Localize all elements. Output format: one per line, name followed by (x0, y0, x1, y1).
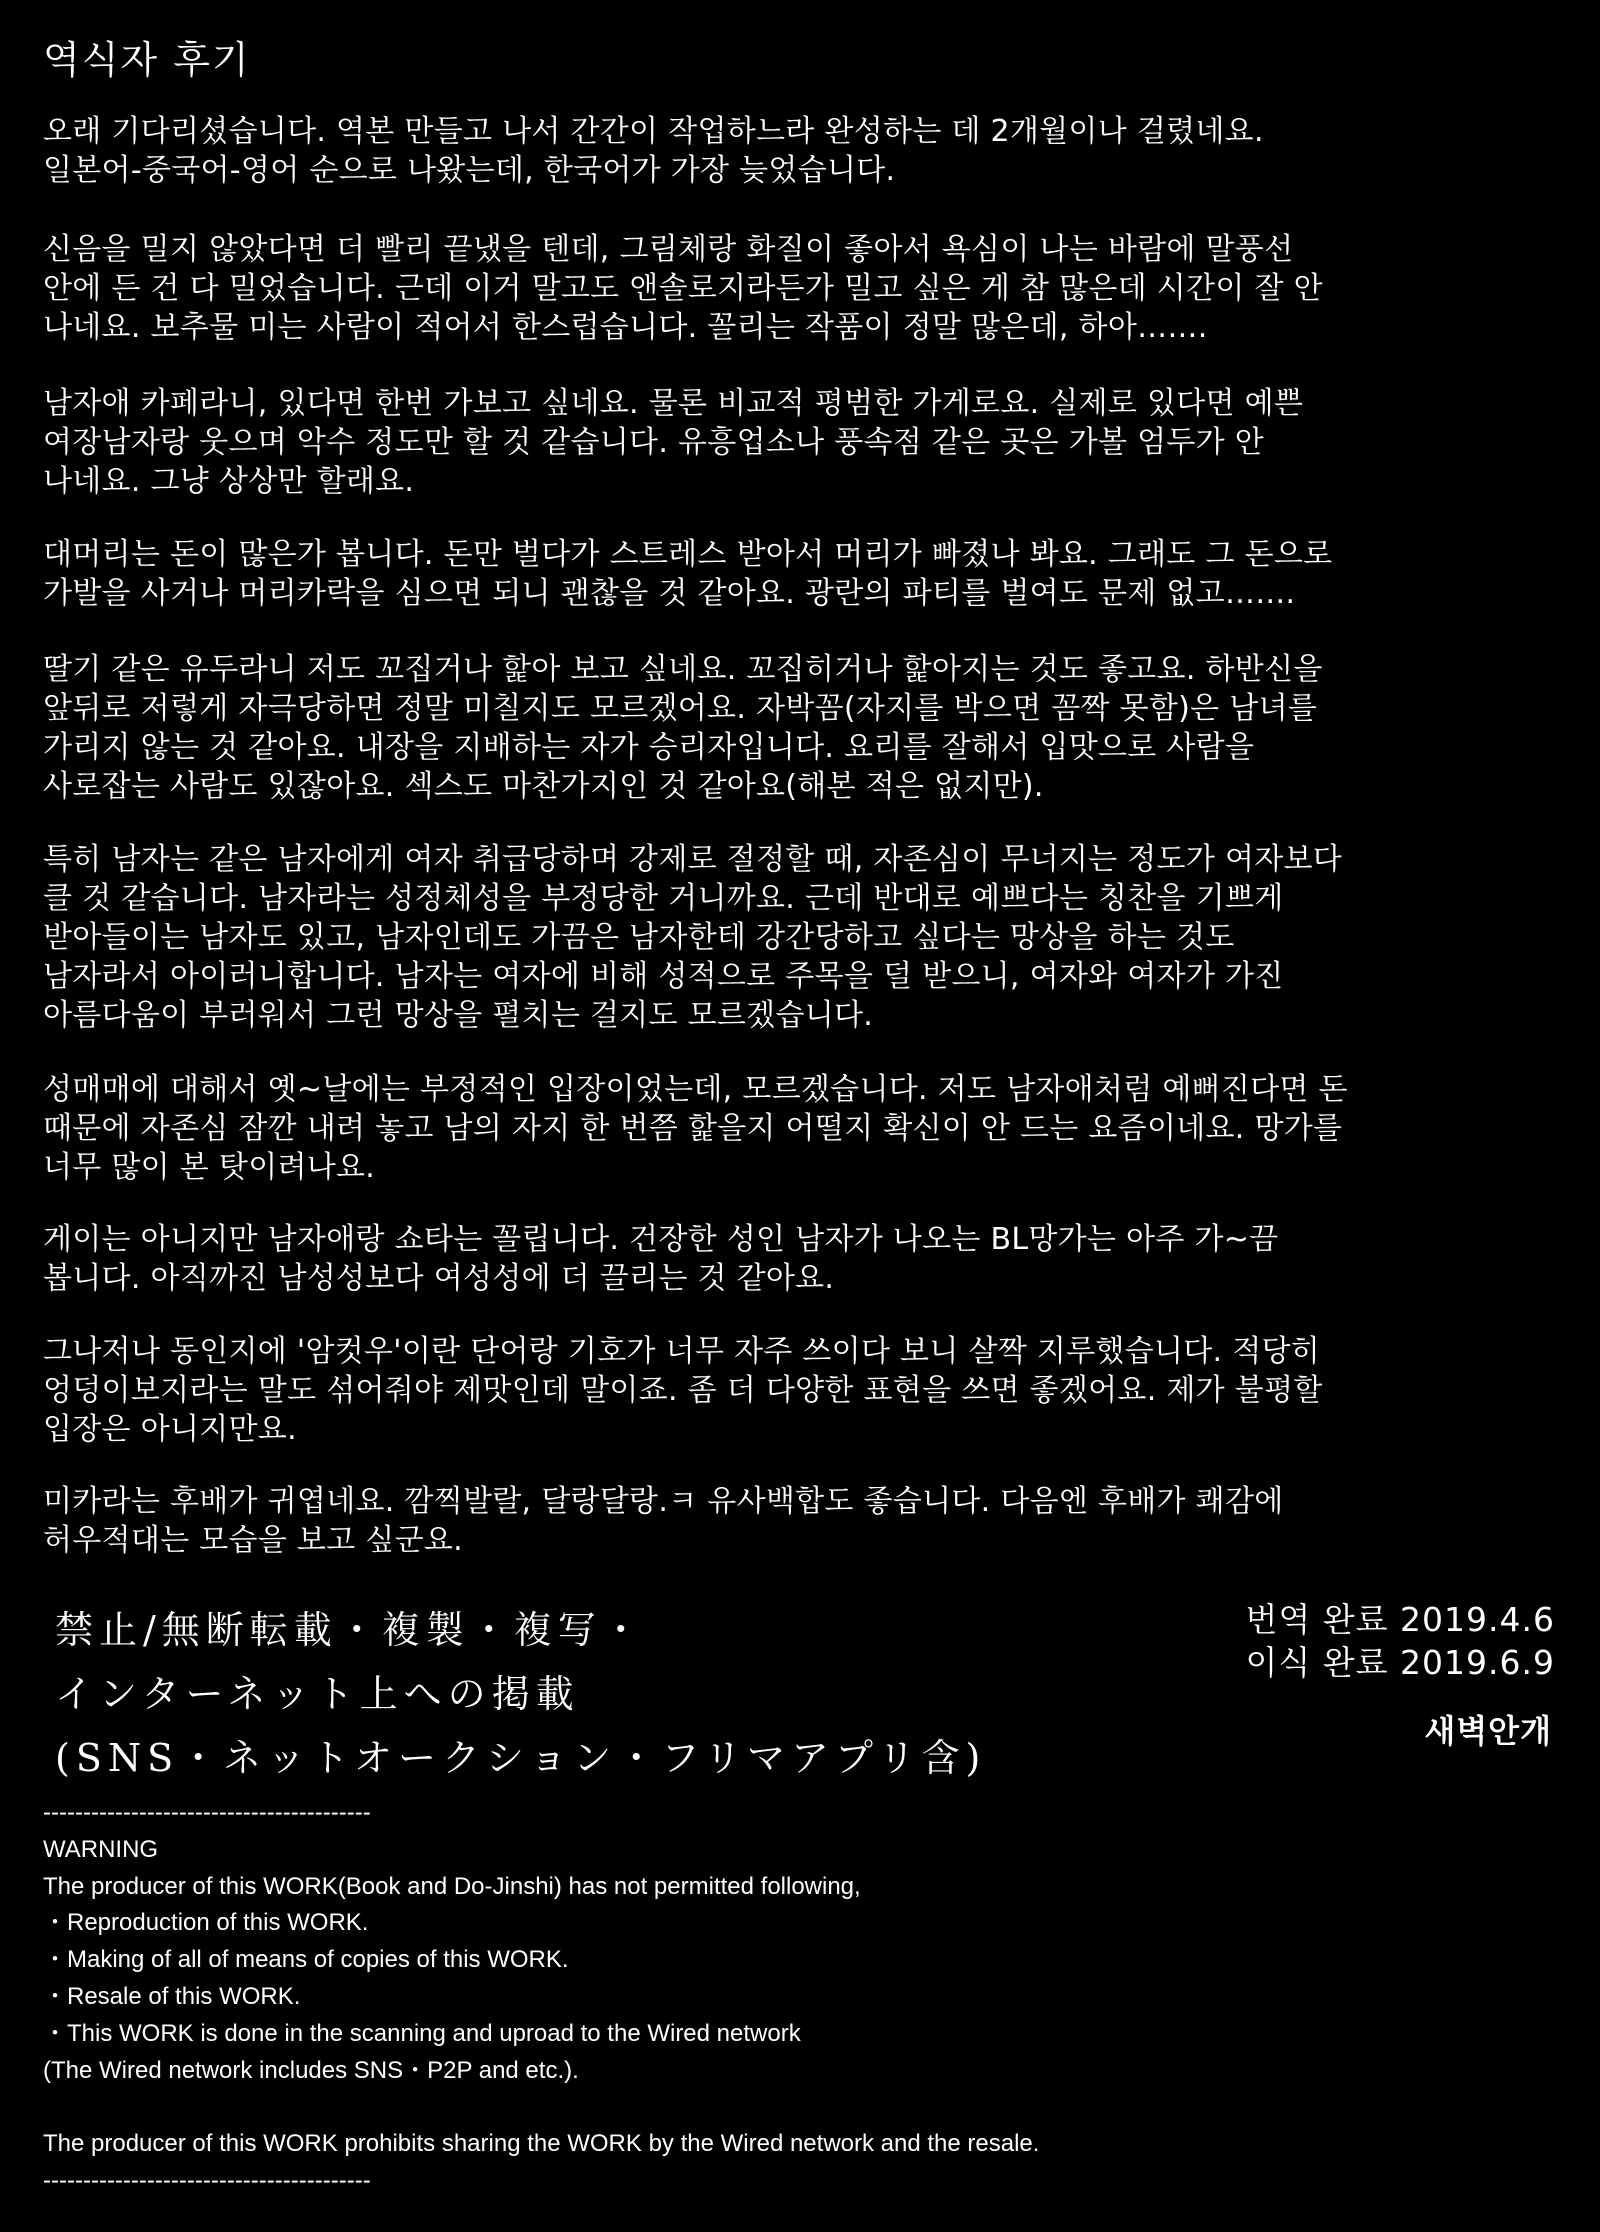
paragraph-line: 앞뒤로 저렇게 자극당하면 정말 미칠지도 모르겠어요. 자박꼼(자지를 박으면 꼼짝 못함)은 남녀를 (43, 691, 1318, 726)
paragraph-4 (43, 535, 1563, 613)
paragraph-line: 아름다움이 부러워서 그런 망상을 펼치는 걸지도 모르겠습니다. (43, 998, 874, 1033)
paragraph-9 (43, 1332, 1563, 1449)
paragraph-6 (43, 840, 1563, 1035)
paragraph-line: 대머리는 돈이 많은가 봅니다. 돈만 벌다가 스트레스 받아서 머리가 빠졌나 봐요. 그래도 그 돈으로 (43, 537, 1333, 572)
paragraph-5 (43, 650, 1563, 806)
divider-line: ----------------------------------------- (43, 1799, 371, 1826)
paragraph-line: 특히 남자는 같은 남자에게 여자 취급당하며 강제로 절정할 때, 자존심이 무너지는 정도가 여자보다 (43, 842, 1343, 877)
paragraph-line: 클 것 같습니다. 남자라는 성정체성을 부정당한 거니까요. 근데 반대로 예쁘다는 칭찬을 기쁘게 (43, 881, 1284, 916)
notice-line: インターネット上への掲載 (55, 1672, 580, 1716)
paragraph-line: 나네요. 그냥 상상만 할래요. (43, 464, 415, 499)
paragraph-line: 그나저나 동인지에 '암컷우'이란 단어랑 기호가 너무 자주 쓰이다 보니 살짝 지루했습니다. 적당히 (43, 1334, 1321, 1369)
paragraph-line: 가발을 사거나 머리카락을 심으면 되니 괜찮을 것 같아요. 광란의 파티를 벌여도 문제 없고……. (43, 576, 1296, 611)
warning-line: ・Resale of this WORK. (43, 1982, 301, 2010)
paragraph-line: 입장은 아니지만요. (43, 1412, 297, 1447)
warning-line: The producer of this WORK prohibits sharing the WORK by the Wired network and the resale. (43, 2130, 1040, 2158)
paragraph-line: 때문에 자존심 잠깐 내려 놓고 남의 자지 한 번쯤 핥을지 어떨지 확신이 안 드는 요즘이네요. 망가를 (43, 1111, 1343, 1146)
paragraph-line: 허우적대는 모습을 보고 싶군요. (43, 1523, 463, 1558)
warning-line: The producer of this WORK(Book and Do-Jinshi) has not permitted following, (43, 1872, 861, 1900)
notice-line: 禁止/無断転載・複製・複写・ (55, 1608, 646, 1652)
paragraph-1 (43, 112, 1563, 190)
paragraph-line: 오래 기다리셨습니다. 역본 만들고 나서 간간이 작업하느라 완성하는 데 2개월이나 걸렸네요. (43, 114, 1264, 149)
paragraph-7 (43, 1070, 1563, 1187)
paragraph-line: 나네요. 보추물 미는 사람이 적어서 한스럽습니다. 꼴리는 작품이 정말 많은데, 하아……. (43, 310, 1208, 345)
paragraph-line: 성매매에 대해서 옛~날에는 부정적인 입장이었는데, 모르겠습니다. 저도 남자애처럼 예뻐진다면 돈 (43, 1072, 1348, 1107)
divider-line: ----------------------------------------- (43, 2166, 371, 2194)
paragraph-line: 가리지 않는 것 같아요. 내장을 지배하는 자가 승리자입니다. 요리를 잘해서 입맛으로 사람을 (43, 730, 1255, 765)
paragraph-8 (43, 1220, 1563, 1298)
japanese-copyright-notice (55, 1598, 986, 1790)
notice-line: (SNS・ネットオークション・フリマアプリ含) (55, 1736, 987, 1780)
page-title: 역식자 후기 (43, 38, 251, 82)
paragraph-line: 여장남자랑 웃으며 악수 정도만 할 것 같습니다. 유흥업소나 풍속점 같은 곳은 가볼 엄두가 안 (43, 425, 1265, 460)
typesetting-complete-date: 이식 완료 2019.6.9 (1245, 1643, 1555, 1682)
warning-heading: WARNING (43, 1835, 159, 1863)
warning-line: ・This WORK is done in the scanning and uproad to the Wired network (43, 2019, 801, 2047)
paragraph-line: 남자애 카페라니, 있다면 한번 가보고 싶네요. 물론 비교적 평범한 가게로요. 실제로 있다면 예쁜 (43, 386, 1304, 421)
translation-complete-date: 번역 완료 2019.4.6 (1245, 1600, 1555, 1639)
paragraph-line: 딸기 같은 유두라니 저도 꼬집거나 핥아 보고 싶네요. 꼬집히거나 핥아지는 것도 좋고요. 하반신을 (43, 652, 1323, 687)
paragraph-line: 게이는 아니지만 남자애랑 쇼타는 꼴립니다. 건장한 성인 남자가 나오는 BL망가는 아주 가~끔 (43, 1222, 1279, 1257)
blank-line (43, 2089, 1039, 2126)
paragraph-line: 너무 많이 본 탓이려나요. (43, 1150, 376, 1185)
paragraph-line: 받아들이는 남자도 있고, 남자인데도 가끔은 남자한테 강간당하고 싶다는 망상을 하는 것도 (43, 920, 1235, 955)
paragraph-10 (43, 1482, 1563, 1560)
paragraph-line: 신음을 밀지 않았다면 더 빨리 끝냈을 텐데, 그림체랑 화질이 좋아서 욕심이 나는 바람에 말풍선 (43, 232, 1294, 267)
completion-dates (1246, 1598, 1555, 1684)
english-warning-block (43, 1795, 1039, 2200)
warning-line: (The Wired network includes SNS・P2P and etc.). (43, 2056, 579, 2084)
paragraph-line: 일본어-중국어-영어 순으로 나왔는데, 한국어가 가장 늦었습니다. (43, 153, 896, 188)
paragraph-line: 사로잡는 사람도 있잖아요. 섹스도 마찬가지인 것 같아요(해본 적은 없지만). (43, 769, 1044, 804)
paragraph-line: 남자라서 아이러니합니다. 남자는 여자에 비해 성적으로 주목을 덜 받으니, 여자와 여자가 가진 (43, 959, 1284, 994)
paragraph-line: 미카라는 후배가 귀엽네요. 깜찍발랄, 달랑달랑.ㅋ 유사백합도 좋습니다. 다음엔 후배가 쾌감에 (43, 1484, 1284, 1519)
translator-signature: 새벽안개 (1424, 1712, 1552, 1750)
warning-line: ・Making of all of means of copies of this WORK. (43, 1946, 569, 1974)
paragraph-2 (43, 230, 1563, 347)
paragraph-line: 봅니다. 아직까진 남성성보다 여성성에 더 끌리는 것 같아요. (43, 1261, 835, 1296)
paragraph-line: 안에 든 건 다 밀었습니다. 근데 이거 말고도 앤솔로지라든가 밀고 싶은 게 참 많은데 시간이 잘 안 (43, 271, 1323, 306)
paragraph-3 (43, 384, 1563, 501)
paragraph-line: 엉덩이보지라는 말도 섞어줘야 제맛인데 말이죠. 좀 더 다양한 표현을 쓰면 좋겠어요. 제가 불평할 (43, 1373, 1323, 1408)
warning-line: ・Reproduction of this WORK. (43, 1909, 369, 1937)
